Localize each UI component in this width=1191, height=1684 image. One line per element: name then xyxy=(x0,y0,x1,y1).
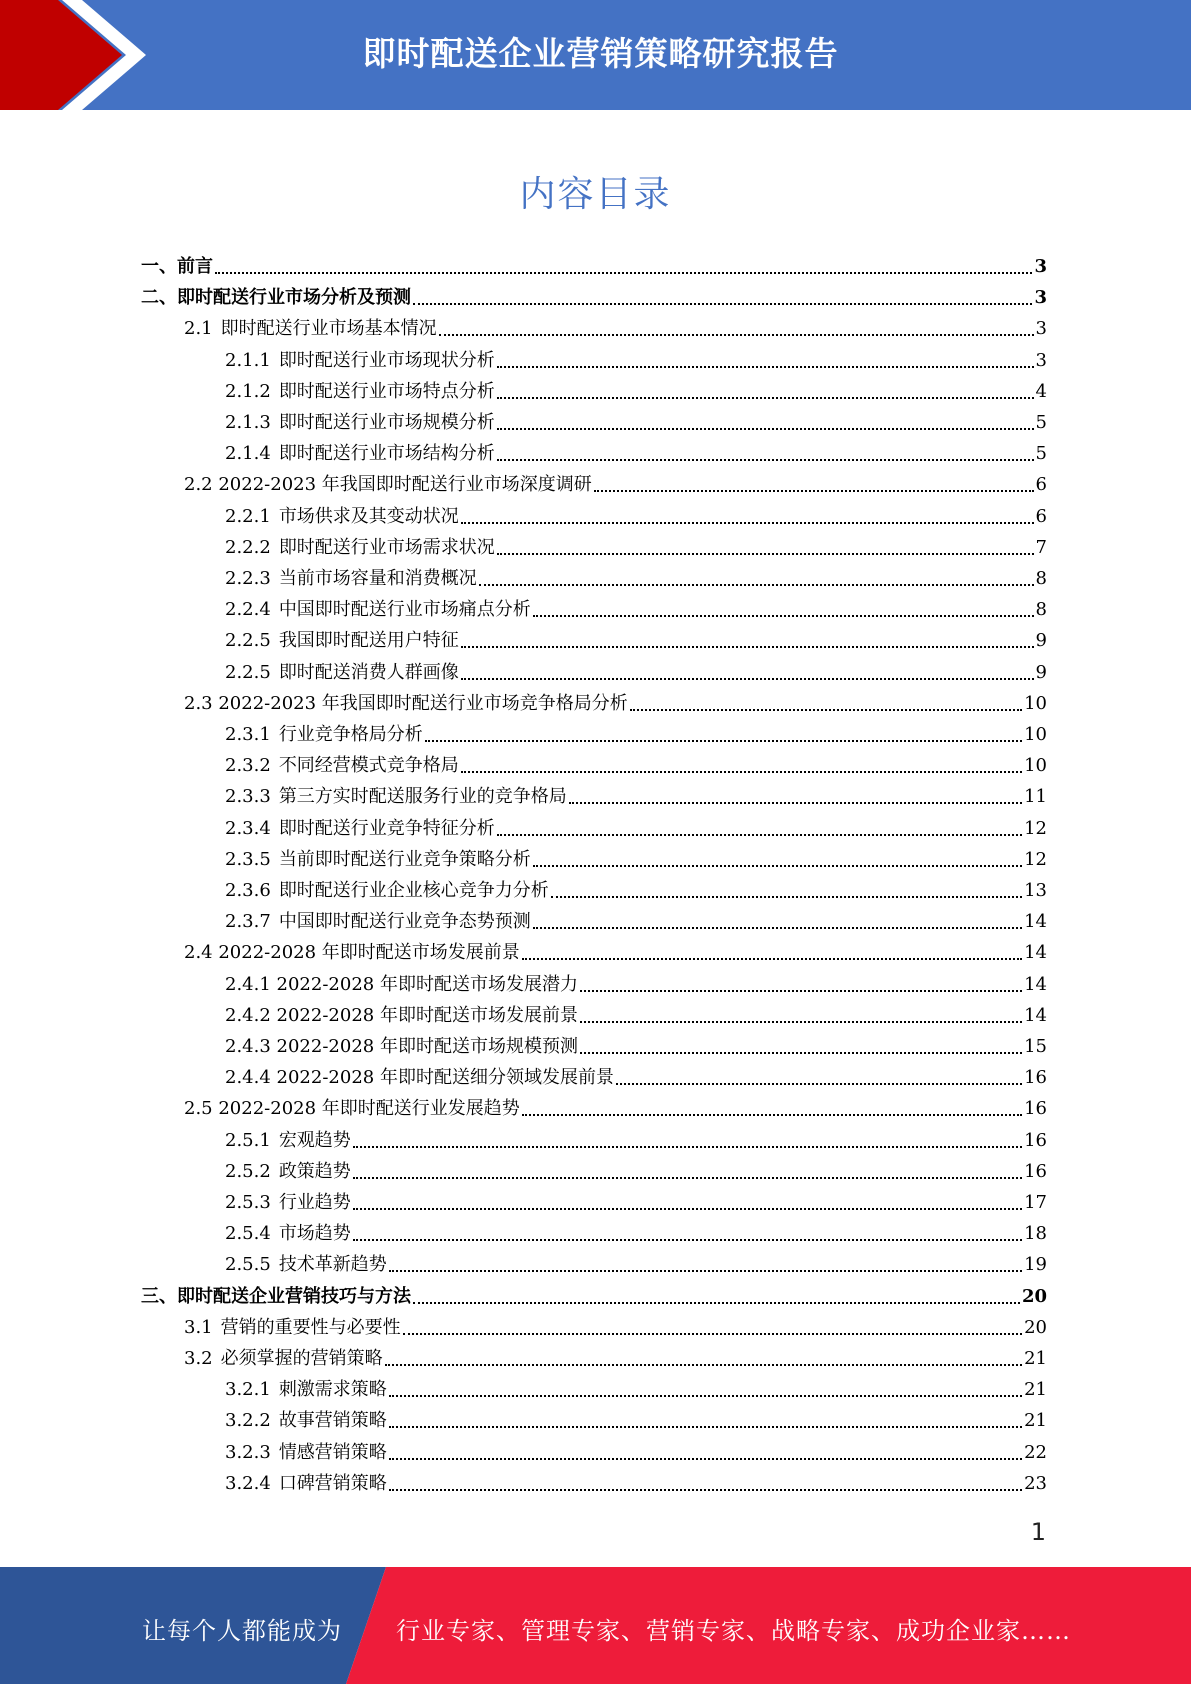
toc-entry-text: 口碑营销策略 xyxy=(278,1472,387,1494)
toc-entry-page: 10 xyxy=(1024,755,1047,777)
toc-leader-dots xyxy=(497,552,1034,555)
toc-entry[interactable] xyxy=(225,1220,1047,1248)
toc-entry-number: 2.2.4 xyxy=(225,599,271,621)
toc-entry-label xyxy=(225,440,495,468)
toc-entry-text: 宏观趋势 xyxy=(278,1129,351,1151)
toc-entry-page: 21 xyxy=(1024,1410,1047,1432)
toc-entry-page: 14 xyxy=(1024,911,1047,933)
toc-entry-text: 2.4.1 2022-2028 年即时配送市场发展潜力 xyxy=(225,973,578,995)
toc-entry[interactable] xyxy=(225,971,1047,999)
toc-leader-dots xyxy=(413,302,1032,305)
toc-entry-text: 当前即时配送行业竞争策略分析 xyxy=(278,848,531,870)
toc-entry-label xyxy=(225,1376,387,1404)
toc-entry-page: 15 xyxy=(1024,1036,1047,1057)
toc-entry-label xyxy=(225,378,495,406)
toc-entry[interactable] xyxy=(225,534,1047,562)
toc-leader-dots xyxy=(403,1332,1022,1335)
toc-leader-dots xyxy=(461,521,1034,524)
toc-entry-label xyxy=(225,846,531,874)
toc-entry-label xyxy=(225,783,567,811)
toc-entry[interactable] xyxy=(225,378,1047,406)
toc-entry-label xyxy=(225,1158,351,1186)
toc-entry-label xyxy=(141,284,411,312)
toc-entry-page: 21 xyxy=(1024,1348,1047,1369)
toc-leader-dots xyxy=(389,1425,1022,1428)
page-number: 1 xyxy=(1030,1518,1046,1546)
toc-entry-label xyxy=(225,659,459,687)
toc-entry-number: 2.5.5 xyxy=(225,1254,271,1276)
toc-entry[interactable] xyxy=(225,783,1047,811)
toc-entry-text: 2.2 2022-2023 年我国即时配送行业市场深度调研 xyxy=(184,474,592,496)
toc-entry-text: 即时配送行业市场基本情况 xyxy=(220,318,437,340)
toc-entry-label xyxy=(184,315,437,343)
toc-entry[interactable] xyxy=(225,565,1047,593)
toc-entry[interactable] xyxy=(141,284,1047,312)
toc-entry-label xyxy=(225,409,495,437)
toc-entry-page: 3 xyxy=(1035,349,1047,371)
toc-entry-text: 政策趋势 xyxy=(278,1160,351,1182)
toc-leader-dots xyxy=(353,1238,1022,1241)
toc-entry-text: 中国即时配送行业市场痛点分析 xyxy=(278,599,531,621)
toc-entry-label xyxy=(225,1064,614,1092)
toc-leader-dots xyxy=(522,1113,1022,1116)
toc-entry-label xyxy=(225,1251,387,1279)
toc-entry-page: 7 xyxy=(1035,536,1047,558)
toc-leader-dots xyxy=(479,583,1034,586)
toc-entry-label xyxy=(184,939,520,967)
toc-leader-dots xyxy=(389,1269,1022,1272)
toc-entry[interactable] xyxy=(225,627,1047,655)
toc-entry-page: 6 xyxy=(1035,505,1047,527)
toc-entry-number: 2.3.1 xyxy=(225,724,271,745)
toc-leader-dots xyxy=(533,864,1022,867)
toc-entry-number: 3.2.1 xyxy=(225,1379,271,1401)
toc-entry-page: 9 xyxy=(1035,661,1047,683)
toc-entry-label xyxy=(225,1470,387,1498)
toc-entry-label xyxy=(225,877,549,905)
toc-entry-page: 9 xyxy=(1035,630,1047,652)
toc-entry-label xyxy=(225,1002,578,1030)
toc-entry-number: 3.2.2 xyxy=(225,1410,271,1432)
toc-entry-label xyxy=(225,908,531,936)
toc-entry-text: 2.4.3 2022-2028 年即时配送市场规模预测 xyxy=(225,1036,578,1057)
toc-leader-dots xyxy=(425,739,1022,742)
toc-entry-text: 一、前言 xyxy=(141,256,213,277)
toc-entry-page: 14 xyxy=(1024,942,1047,964)
toc-entry[interactable] xyxy=(225,1158,1047,1186)
toc-entry-page: 3 xyxy=(1034,256,1047,277)
toc-leader-dots xyxy=(497,458,1034,461)
toc-entry[interactable] xyxy=(184,939,1047,967)
toc-entry-page: 22 xyxy=(1024,1441,1047,1463)
toc-entry-page: 16 xyxy=(1024,1067,1047,1089)
toc-entry-page: 17 xyxy=(1024,1192,1047,1213)
toc-leader-dots xyxy=(413,1301,1020,1304)
toc-entry-text: 市场趋势 xyxy=(278,1223,351,1245)
toc-entry-text: 必须掌握的营销策略 xyxy=(220,1348,383,1369)
toc-entry-text: 2.5 2022-2028 年即时配送行业发展趋势 xyxy=(184,1098,520,1120)
toc-entry-text: 行业竞争格局分析 xyxy=(278,724,423,745)
toc-entry-text: 我国即时配送用户特征 xyxy=(278,630,459,652)
footer-slogan-right: 行业专家、管理专家、营销专家、战略专家、成功企业家…… xyxy=(396,1617,1071,1645)
toc-entry-number: 2.1 xyxy=(184,318,213,340)
toc-leader-dots xyxy=(353,1145,1022,1148)
toc-entry-text: 即时配送行业市场规模分析 xyxy=(278,412,495,433)
toc-entry-text: 情感营销策略 xyxy=(278,1441,387,1463)
toc-entry-text: 即时配送行业市场特点分析 xyxy=(278,380,495,402)
toc-entry-number: 2.1.4 xyxy=(225,443,271,465)
toc-leader-dots xyxy=(461,645,1034,648)
toc-entry[interactable] xyxy=(225,347,1047,375)
toc-entry-number: 3.1 xyxy=(184,1316,213,1338)
toc-entry-number: 2.3.5 xyxy=(225,848,271,870)
toc-entry-label xyxy=(184,1314,401,1342)
toc-entry-page: 20 xyxy=(1021,1285,1047,1307)
toc-entry[interactable] xyxy=(184,690,1047,718)
toc-entry-text: 二、即时配送行业市场分析及预测 xyxy=(141,287,411,309)
toc-entry-page: 16 xyxy=(1024,1098,1047,1120)
toc-entry-number: 2.3.2 xyxy=(225,755,271,777)
toc-leader-dots xyxy=(385,1363,1022,1366)
toc-entry-text: 营销的重要性与必要性 xyxy=(220,1316,401,1338)
toc-entry[interactable] xyxy=(225,752,1047,780)
toc-leader-dots xyxy=(580,989,1022,992)
toc-entry-text: 即时配送行业竞争特征分析 xyxy=(278,817,495,839)
toc-entry-label xyxy=(184,471,592,499)
toc-entry[interactable] xyxy=(225,815,1047,843)
toc-entry[interactable] xyxy=(225,1002,1047,1030)
toc-entry[interactable] xyxy=(141,253,1047,281)
toc-entry[interactable] xyxy=(225,1064,1047,1092)
toc-entry-number: 2.2.5 xyxy=(225,661,271,683)
toc-entry-number: 3.2.3 xyxy=(225,1441,271,1463)
toc-entry-page: 11 xyxy=(1024,786,1047,808)
toc-entry-page: 23 xyxy=(1024,1472,1047,1494)
toc-entry[interactable] xyxy=(225,440,1047,468)
toc-entry-text: 2.4 2022-2028 年即时配送市场发展前景 xyxy=(184,942,520,964)
toc-entry[interactable] xyxy=(225,1376,1047,1404)
footer-banner xyxy=(0,1567,1191,1684)
toc-entry-label xyxy=(225,596,531,624)
toc-entry-label xyxy=(184,1095,520,1123)
toc-entry[interactable] xyxy=(225,1439,1047,1467)
toc-entry-page: 12 xyxy=(1024,848,1047,870)
toc-entry-label xyxy=(225,503,459,531)
toc-entry-label xyxy=(225,1033,578,1061)
toc-entry[interactable] xyxy=(225,409,1047,437)
toc-entry-number: 2.2.5 xyxy=(225,630,271,652)
toc-entry-number: 2.3.7 xyxy=(225,911,271,933)
toc-entry[interactable] xyxy=(184,1345,1047,1373)
toc-entry-label xyxy=(141,1283,411,1311)
toc-leader-dots xyxy=(580,1051,1022,1054)
toc-entry-text: 第三方实时配送服务行业的竞争格局 xyxy=(278,786,567,808)
toc-leader-dots xyxy=(551,895,1022,898)
toc-entry[interactable] xyxy=(225,1251,1047,1279)
toc-entry-label xyxy=(225,1220,351,1248)
toc-entry-text: 2.4.2 2022-2028 年即时配送市场发展前景 xyxy=(225,1004,578,1026)
header-banner xyxy=(0,0,1191,110)
toc-entry-number: 2.5.1 xyxy=(225,1129,271,1151)
toc-entry-text: 即时配送行业市场现状分析 xyxy=(278,349,495,371)
toc-entry-page: 8 xyxy=(1035,568,1047,589)
toc-leader-dots xyxy=(522,957,1022,960)
toc-entry-text: 三、即时配送企业营销技巧与方法 xyxy=(141,1285,411,1307)
toc-entry-page: 4 xyxy=(1035,380,1047,402)
toc-entry-number: 2.3.4 xyxy=(225,817,271,839)
toc-leader-dots xyxy=(616,1082,1022,1085)
toc-entry-text: 市场供求及其变动状况 xyxy=(278,505,459,527)
toc-entry-number: 2.1.1 xyxy=(225,349,271,371)
toc-entry-number: 3.2 xyxy=(184,1348,213,1369)
toc-entry[interactable] xyxy=(184,1095,1047,1123)
toc-entry-page: 12 xyxy=(1024,817,1047,839)
toc-entry-page: 21 xyxy=(1024,1379,1047,1401)
toc-entry[interactable] xyxy=(225,846,1047,874)
toc-leader-dots xyxy=(533,614,1034,617)
toc-entry-text: 技术革新趋势 xyxy=(278,1254,387,1276)
footer-slogan-left: 让每个人都能成为 xyxy=(142,1617,342,1645)
toc-entry-page: 16 xyxy=(1024,1160,1047,1182)
toc-entry-text: 中国即时配送行业竞争态势预测 xyxy=(278,911,531,933)
toc-entry-text: 即时配送消费人群画像 xyxy=(278,661,459,683)
toc-entry[interactable] xyxy=(225,1189,1047,1217)
toc-entry-label xyxy=(225,1439,387,1467)
toc-leader-dots xyxy=(461,770,1022,773)
toc-leader-dots xyxy=(389,1488,1022,1491)
toc-entry-label xyxy=(225,1127,351,1155)
toc-leader-dots xyxy=(389,1394,1022,1397)
toc-entry-label xyxy=(225,815,495,843)
toc-entry-page: 18 xyxy=(1024,1223,1047,1245)
toc-leader-dots xyxy=(439,333,1034,336)
toc-entry-page: 13 xyxy=(1024,880,1047,901)
toc-entry[interactable] xyxy=(225,596,1047,624)
toc-entry-number: 3.2.4 xyxy=(225,1472,271,1494)
toc-leader-dots xyxy=(497,427,1034,430)
toc-entry-number: 2.2.3 xyxy=(225,568,271,589)
toc-entry-label xyxy=(225,1189,351,1217)
toc-entry-page: 16 xyxy=(1024,1129,1047,1151)
toc-entry[interactable] xyxy=(225,1127,1047,1155)
toc-entry-page: 3 xyxy=(1035,318,1047,340)
toc-entry-text: 2.3 2022-2023 年我国即时配送行业市场竞争格局分析 xyxy=(184,692,628,714)
toc-entry-text: 即时配送行业企业核心竞争力分析 xyxy=(278,880,549,901)
toc-entry-page: 14 xyxy=(1024,1004,1047,1026)
toc-entry-number: 2.5.3 xyxy=(225,1192,271,1213)
toc-entry-page: 20 xyxy=(1024,1316,1047,1338)
toc-entry-label xyxy=(225,752,459,780)
toc-entry-page: 5 xyxy=(1035,443,1047,465)
toc-entry-number: 2.5.2 xyxy=(225,1160,271,1182)
toc-entry-text: 即时配送行业市场需求状况 xyxy=(278,536,495,558)
toc-entry-text: 即时配送行业市场结构分析 xyxy=(278,443,495,465)
toc-leader-dots xyxy=(353,1176,1022,1179)
toc-entry-page: 6 xyxy=(1035,474,1047,496)
toc-leader-dots xyxy=(215,271,1032,274)
report-title: 即时配送企业营销策略研究报告 xyxy=(362,34,839,73)
toc-entry-number: 2.1.2 xyxy=(225,380,271,402)
toc-entry-label xyxy=(225,721,423,749)
toc-entry-label xyxy=(141,253,213,281)
toc-entry-number: 2.3.3 xyxy=(225,786,271,808)
toc-entry[interactable] xyxy=(225,1470,1047,1498)
toc-entry-label xyxy=(184,1345,383,1373)
toc-entry-page: 10 xyxy=(1024,724,1047,745)
toc-leader-dots xyxy=(569,801,1022,804)
toc-entry-label xyxy=(225,627,459,655)
toc-entry[interactable] xyxy=(184,471,1047,499)
toc-entry[interactable] xyxy=(184,315,1047,343)
toc-entry-number: 2.2.1 xyxy=(225,505,271,527)
toc-entry[interactable] xyxy=(225,659,1047,687)
toc-leader-dots xyxy=(389,1457,1022,1460)
toc-entry-page: 10 xyxy=(1024,692,1047,714)
toc-entry-label xyxy=(225,971,578,999)
toc-entry-page: 19 xyxy=(1024,1254,1047,1276)
toc-entry[interactable] xyxy=(225,1033,1047,1061)
toc-entry-page: 8 xyxy=(1035,599,1047,621)
toc-leader-dots xyxy=(497,396,1034,399)
toc-entry-page: 14 xyxy=(1024,973,1047,995)
toc-entry[interactable] xyxy=(225,1407,1047,1435)
toc-entry-label xyxy=(225,347,495,375)
toc-entry-number: 2.2.2 xyxy=(225,536,271,558)
toc-entry-text: 刺激需求策略 xyxy=(278,1379,387,1401)
toc-entry[interactable] xyxy=(225,721,1047,749)
toc-entry-text: 不同经营模式竞争格局 xyxy=(278,755,459,777)
toc-leader-dots xyxy=(580,1020,1022,1023)
toc-leader-dots xyxy=(461,677,1034,680)
toc-entry-label xyxy=(225,565,477,593)
toc-leader-dots xyxy=(630,708,1022,711)
toc-leader-dots xyxy=(497,833,1022,836)
toc-entry-number: 2.1.3 xyxy=(225,412,271,433)
toc-entry-text: 2.4.4 2022-2028 年即时配送细分领域发展前景 xyxy=(225,1067,614,1089)
toc-entry-text: 故事营销策略 xyxy=(278,1410,387,1432)
toc-entry[interactable] xyxy=(225,503,1047,531)
toc-leader-dots xyxy=(497,365,1034,368)
toc-entry-number: 2.5.4 xyxy=(225,1223,271,1245)
toc-entry[interactable] xyxy=(184,1314,1047,1342)
toc-entry-text: 行业趋势 xyxy=(278,1192,351,1213)
toc-entry-number: 2.3.6 xyxy=(225,880,271,901)
toc-entry-label xyxy=(184,690,628,718)
toc-entry-label xyxy=(225,1407,387,1435)
toc-entry[interactable] xyxy=(225,877,1047,905)
toc-entry-page: 5 xyxy=(1035,412,1047,433)
toc-entry-text: 当前市场容量和消费概况 xyxy=(278,568,477,589)
toc-leader-dots xyxy=(594,489,1034,492)
toc-title: 内容目录 xyxy=(519,174,672,215)
toc-leader-dots xyxy=(533,926,1022,929)
toc-entry[interactable] xyxy=(225,908,1047,936)
toc-entry[interactable] xyxy=(141,1283,1047,1311)
toc-entry-page: 3 xyxy=(1034,287,1047,309)
toc-leader-dots xyxy=(353,1207,1022,1210)
toc-entry-label xyxy=(225,534,495,562)
